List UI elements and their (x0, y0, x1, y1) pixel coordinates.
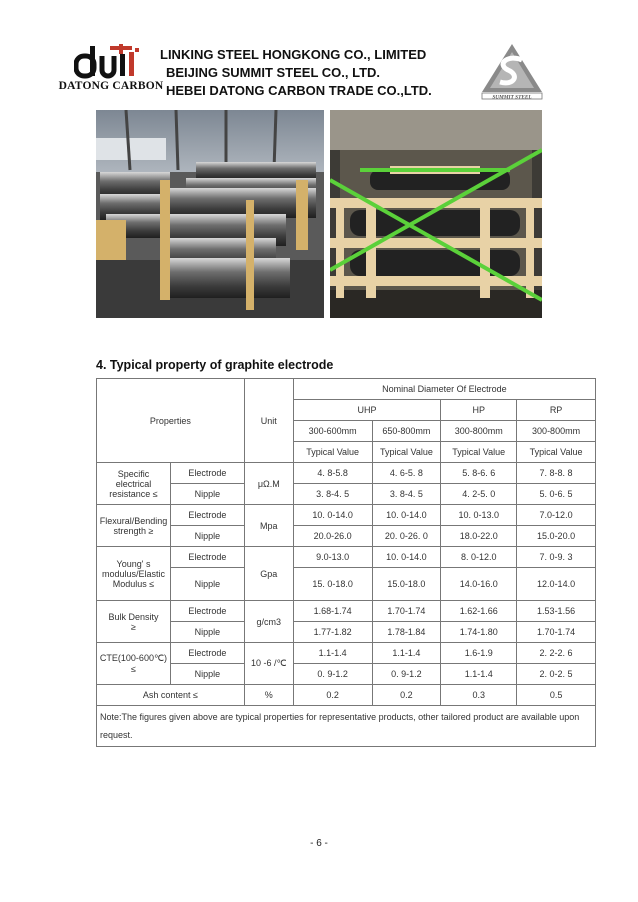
nipple-label: Nipple (170, 526, 244, 547)
value-cell: 15.0-20.0 (517, 526, 596, 547)
table-row (97, 643, 596, 664)
container-loading-photo (330, 110, 542, 318)
header-properties: Properties (97, 379, 245, 463)
value-cell: 0.2 (372, 685, 441, 706)
diameter-cell: 300-800mm (517, 421, 596, 442)
summit-steel-logo (478, 42, 546, 100)
logo-right-text: SUMMIT STEEL (492, 94, 532, 100)
value-cell: 1.1-1.4 (441, 664, 517, 685)
property-name: Ash content ≤ (97, 685, 245, 706)
value-cell: 14.0-16.0 (441, 568, 517, 601)
value-cell: 20.0-26.0 (293, 526, 372, 547)
value-cell: 0. 9-1.2 (372, 664, 441, 685)
property-name: Specific electrical resistance ≤ (97, 463, 171, 505)
value-cell: 0.3 (441, 685, 517, 706)
table-row (97, 685, 596, 706)
nipple-label: Nipple (170, 568, 244, 601)
unit-cell: 10 -6 /℃ (244, 643, 293, 685)
grade-hp: HP (441, 400, 517, 421)
value-cell: 5. 8-6. 6 (441, 463, 517, 484)
property-name: Flexural/Bending strength ≥ (97, 505, 171, 547)
nipple-label: Nipple (170, 664, 244, 685)
value-cell: 3. 8-4. 5 (372, 484, 441, 505)
electrode-label: Electrode (170, 547, 244, 568)
electrode-label: Electrode (170, 601, 244, 622)
datong-carbon-logo (56, 44, 166, 98)
table-row (97, 568, 596, 601)
value-cell: 15. 0-18.0 (293, 568, 372, 601)
company-name-3: HEBEI DATONG CARBON TRADE CO.,LTD. (166, 83, 432, 98)
unit-cell: % (244, 685, 293, 706)
unit-cell: μΩ.M (244, 463, 293, 505)
electrode-label: Electrode (170, 505, 244, 526)
value-cell: 3. 8-4. 5 (293, 484, 372, 505)
diameter-cell: 650-800mm (372, 421, 441, 442)
nipple-label: Nipple (170, 622, 244, 643)
typical-value-label: Typical Value (441, 442, 517, 463)
section-title: 4. Typical property of graphite electrode (96, 358, 334, 372)
diameter-cell: 300-800mm (441, 421, 517, 442)
table-header-row (97, 379, 596, 400)
value-cell: 1.68-1.74 (293, 601, 372, 622)
value-cell: 1.74-1.80 (441, 622, 517, 643)
value-cell: 0.5 (517, 685, 596, 706)
value-cell: 1.70-1.74 (517, 622, 596, 643)
value-cell: 8. 0-12.0 (441, 547, 517, 568)
graphite-property-table (96, 378, 596, 747)
header-unit: Unit (244, 379, 293, 463)
value-cell: 12.0-14.0 (517, 568, 596, 601)
value-cell: 9.0-13.0 (293, 547, 372, 568)
electrode-label: Electrode (170, 643, 244, 664)
value-cell: 7. 8-8. 8 (517, 463, 596, 484)
value-cell: 1.62-1.66 (441, 601, 517, 622)
value-cell: 18.0-22.0 (441, 526, 517, 547)
value-cell: 7. 0-9. 3 (517, 547, 596, 568)
property-name: CTE(100-600℃) ≤ (97, 643, 171, 685)
table-row (97, 664, 596, 685)
value-cell: 1.77-1.82 (293, 622, 372, 643)
value-cell: 4. 2-5. 0 (441, 484, 517, 505)
table-row (97, 463, 596, 484)
table-row (97, 547, 596, 568)
typical-value-label: Typical Value (372, 442, 441, 463)
property-name: Young' s modulus/Elastic Modulus ≤ (97, 547, 171, 601)
value-cell: 1.78-1.84 (372, 622, 441, 643)
dtc-logo-mark-icon (74, 44, 144, 80)
value-cell: 0.2 (293, 685, 372, 706)
value-cell: 1.6-1.9 (441, 643, 517, 664)
value-cell: 10. 0-14.0 (293, 505, 372, 526)
electrode-warehouse-photo (96, 110, 324, 318)
value-cell: 4. 6-5. 8 (372, 463, 441, 484)
value-cell: 7.0-12.0 (517, 505, 596, 526)
diameter-cell: 300-600mm (293, 421, 372, 442)
value-cell: 5. 0-6. 5 (517, 484, 596, 505)
value-cell: 2. 0-2. 5 (517, 664, 596, 685)
value-cell: 0. 9-1.2 (293, 664, 372, 685)
electrode-label: Electrode (170, 463, 244, 484)
table-row (97, 484, 596, 505)
value-cell: 10. 0-14.0 (372, 547, 441, 568)
company-name-2: BEIJING SUMMIT STEEL CO., LTD. (166, 65, 381, 80)
value-cell: 20. 0-26. 0 (372, 526, 441, 547)
company-name-1: LINKING STEEL HONGKONG CO., LIMITED (160, 47, 427, 62)
value-cell: 10. 0-14.0 (372, 505, 441, 526)
logo-left-text: DATONG CARBON (58, 80, 164, 92)
table-note-row (97, 706, 596, 747)
nipple-label: Nipple (170, 484, 244, 505)
value-cell: 15.0-18.0 (372, 568, 441, 601)
table-row (97, 601, 596, 622)
header-nominal-diameter: Nominal Diameter Of Electrode (293, 379, 595, 400)
grade-rp: RP (517, 400, 596, 421)
value-cell: 1.53-1.56 (517, 601, 596, 622)
grade-uhp: UHP (293, 400, 441, 421)
table-note: Note:The figures given above are typical properties for representative products, other tailored product are available upon request. (97, 706, 596, 747)
value-cell: 4. 8-5.8 (293, 463, 372, 484)
typical-value-label: Typical Value (517, 442, 596, 463)
typical-value-label: Typical Value (293, 442, 372, 463)
page-number: - 6 - (310, 838, 328, 849)
value-cell: 1.70-1.74 (372, 601, 441, 622)
value-cell: 10. 0-13.0 (441, 505, 517, 526)
property-name: Bulk Density ≥ (97, 601, 171, 643)
table-row (97, 622, 596, 643)
unit-cell: Gpa (244, 547, 293, 601)
value-cell: 1.1-1.4 (372, 643, 441, 664)
table-row (97, 505, 596, 526)
value-cell: 1.1-1.4 (293, 643, 372, 664)
value-cell: 2. 2-2. 6 (517, 643, 596, 664)
unit-cell: Mpa (244, 505, 293, 547)
table-row (97, 526, 596, 547)
unit-cell: g/cm3 (244, 601, 293, 643)
company-names (160, 46, 432, 100)
